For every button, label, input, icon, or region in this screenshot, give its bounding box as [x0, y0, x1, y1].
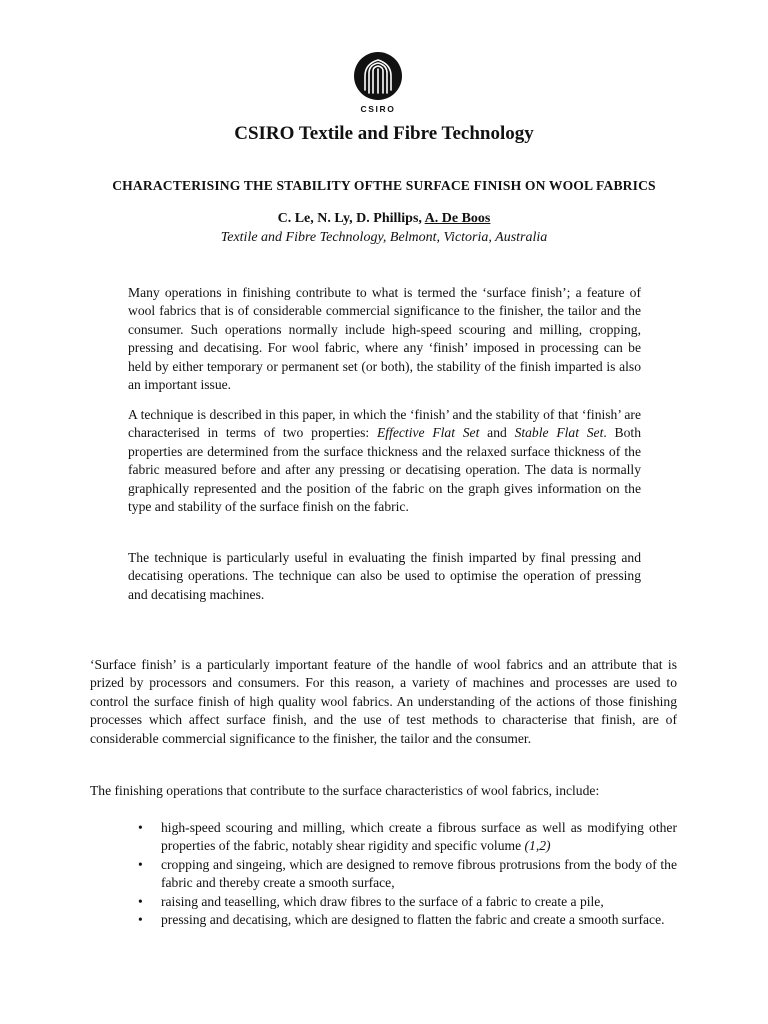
list-item-text: high-speed scouring and milling, which create a fibrous surface as well as modifying other properties of the fabric, notably shear rigidity and specific volume [161, 820, 677, 854]
abstract-paragraph-2 [128, 406, 641, 516]
list-item [138, 911, 677, 929]
bullet-icon: • [138, 856, 143, 872]
bullet-icon: • [138, 893, 143, 909]
csiro-logo [351, 52, 405, 114]
logo-text: CSIRO [360, 104, 396, 114]
abstract-paragraph-1: Many operations in finishing contribute to what is termed the ‘surface finish’; a feature of wool fabrics that is of considerable commercial significance to the finisher, the tailor and the consumer. Such operations normally include high-speed scouring and milling, cropping, pressing and decatising. For wool fabric, where any ‘finish’ imposed in processing can be held by either temporary or permanent set (or both), the stability of the finish imparted is also an important issue. [128, 285, 641, 393]
body-paragraph-2: The finishing operations that contribute to the surface characteristics of wool fabrics, include: [90, 783, 600, 798]
abstract-p2-end: . Both properties are determined from the surface thickness and the relaxed surface thickness of the fabric measured before and after any pressing or decatising operation. The data is normally graphically represented and the position of the fabric on the graph gives information on the type and stability of the surface finish on the fabric. [128, 425, 641, 515]
bullet-icon: • [138, 820, 143, 835]
abstract-p2-and: and [479, 425, 515, 441]
term-stable-flat-set: Stable Flat Set [514, 425, 604, 441]
list-item [138, 893, 677, 911]
list-item [138, 819, 677, 856]
list-item [138, 856, 677, 893]
presenting-author: A. De Boos [424, 211, 491, 226]
finishing-operations-list [138, 819, 677, 929]
abstract-p2-start: A technique is described in this paper, in which the ‘finish’ and the stability of that ‘finish’ are characterised in terms of two properties: [128, 407, 641, 441]
authors: C. Le, N. Ly, D. Phillips, [277, 211, 425, 226]
list-item-text: raising and teaselling, which draw fibres to the surface of a fabric to create a pile, [161, 893, 604, 909]
list-item-text: cropping and singeing, which are designed to remove fibrous protrusions from the body of the fabric and thereby create a smooth surface, [161, 856, 677, 891]
term-effective-flat-set: Effective Flat Set [377, 425, 480, 441]
body-paragraph-1: ‘Surface finish’ is a particularly important feature of the handle of wool fabrics and an attribute that is prized by processors and consumers. For this reason, a variety of machines and processes are used to control the surface finish of high quality wool fabrics. An understanding of the actions of those finishing processes which affect surface finish, and the use of test methods to characterise that finish, are of considerable commercial significance to the finisher, the tailor and the consumer. [90, 657, 677, 746]
abstract-paragraph-3: The technique is particularly useful in evaluating the finish imparted by final pressing and decatising operations. The technique can also be used to optimise the operation of pressing and decatising machines. [128, 550, 641, 602]
list-item-text: pressing and decatising, which are designed to flatten the fabric and create a smooth surface. [161, 912, 665, 928]
author-list [0, 211, 768, 227]
bullet-icon: • [138, 912, 143, 928]
citation-ref: (1,2) [524, 838, 551, 854]
paper-title: CHARACTERISING THE STABILITY OFTHE SURFACE FINISH ON WOOL FABRICS [112, 178, 656, 193]
organization-title: CSIRO Textile and Fibre Technology [234, 123, 534, 144]
affiliation: Textile and Fibre Technology, Belmont, Victoria, Australia [220, 230, 548, 245]
